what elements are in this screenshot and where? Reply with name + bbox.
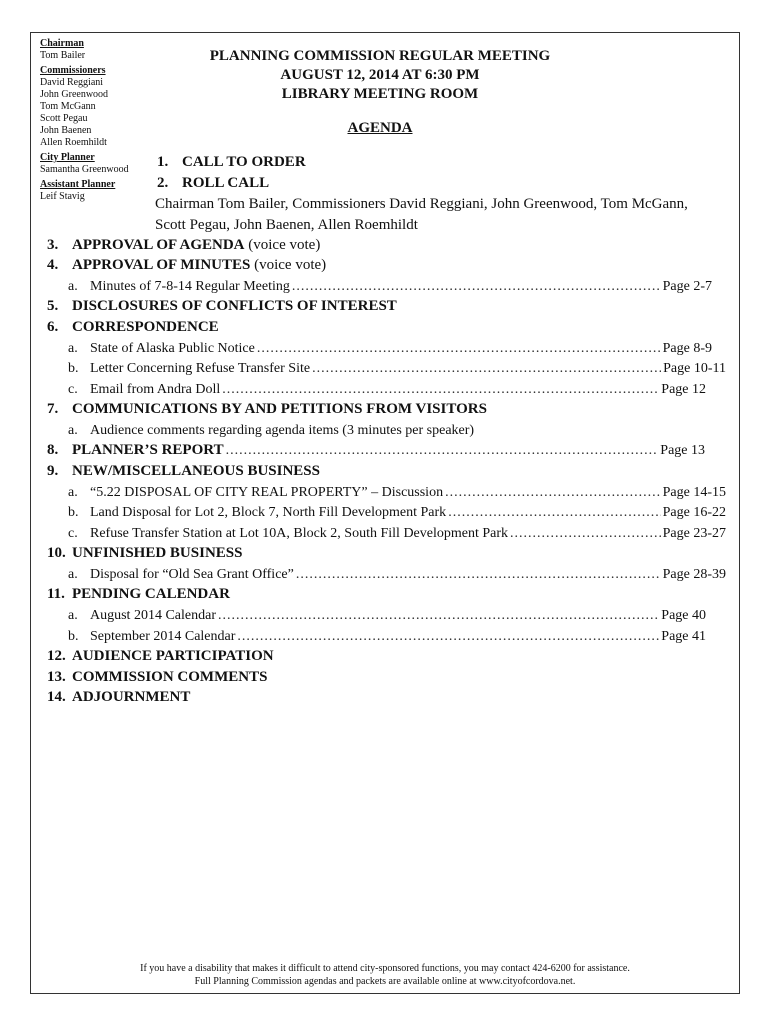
item-number: 12. — [47, 648, 66, 664]
dot-leader — [222, 380, 659, 399]
subitem-text: Refuse Transfer Station at Lot 10A, Block 2, South Fill Development Park — [90, 526, 509, 541]
subitem-old-sea-grant-office — [68, 565, 726, 584]
item-number: 10. — [47, 545, 66, 561]
subitem-letter: a. — [68, 341, 78, 356]
meeting-location: LIBRARY MEETING ROOM — [281, 86, 479, 102]
assistant-planner-group — [40, 179, 160, 203]
item-number: 14. — [47, 689, 66, 705]
page-reference: Page 8-9 — [662, 341, 712, 356]
commissioner-name: Allen Roemhildt — [40, 137, 107, 148]
agenda-item-commission-comments — [47, 668, 267, 687]
item-number: 3. — [47, 237, 59, 253]
chairman-heading: Chairman — [40, 38, 84, 49]
agenda-item-approval-of-agenda — [47, 236, 320, 255]
item-title: UNFINISHED BUSINESS — [72, 545, 243, 561]
subitem-letter: b. — [68, 505, 79, 520]
assistant-planner-heading: Assistant Planner — [40, 179, 116, 190]
item-title: DISCLOSURES OF CONFLICTS OF INTEREST — [72, 298, 397, 314]
chairman-group — [40, 38, 160, 62]
item-number: 11. — [47, 586, 65, 602]
item-title: APPROVAL OF MINUTES — [72, 257, 251, 273]
subitem-land-disposal-lot-2 — [68, 503, 726, 522]
subitem-text: August 2014 Calendar — [90, 608, 216, 623]
commissioner-name: Tom McGann — [40, 101, 96, 112]
page-reference: Page 10-11 — [663, 361, 726, 376]
dot-leader — [226, 441, 659, 460]
item-title: CORRESPONDENCE — [72, 319, 219, 335]
dot-leader — [312, 359, 661, 378]
item-number: 6. — [47, 319, 59, 335]
subitem-disposal-discussion — [68, 483, 726, 502]
subitem-text: “5.22 DISPOSAL OF CITY REAL PROPERTY” – Discussion — [90, 485, 444, 500]
dot-leader — [510, 524, 661, 543]
dot-leader — [445, 483, 661, 502]
subitem-letter: c. — [68, 382, 78, 397]
agenda-item-new-business — [47, 462, 320, 481]
item-note: (voice vote) — [244, 237, 321, 253]
item-number: 13. — [47, 669, 66, 685]
dot-leader — [448, 503, 660, 522]
assistant-planner-name: Leif Stavig — [40, 191, 85, 202]
roll-call-detail-line-2: Scott Pegau, John Baenen, Allen Roemhildt — [155, 217, 418, 233]
page-footer — [30, 962, 740, 988]
page-reference: Page 2-7 — [662, 279, 712, 294]
subitem-september-calendar — [68, 627, 706, 646]
subitem-letter: c. — [68, 526, 78, 541]
subitem-letter: b. — [68, 361, 79, 376]
commissioners-heading: Commissioners — [40, 65, 106, 76]
subitem-email — [68, 380, 706, 399]
commissioner-name: John Greenwood — [40, 89, 109, 100]
agenda-item-roll-call — [157, 174, 269, 193]
item-title: AUDIENCE PARTICIPATION — [72, 648, 274, 664]
commissioner-name: John Baenen — [40, 125, 92, 136]
subitem-audience-comments — [68, 421, 474, 440]
dot-leader — [257, 339, 661, 358]
city-planner-name: Samantha Greenwood — [40, 164, 129, 175]
subitem-text: Letter Concerning Refuse Transfer Site — [90, 361, 311, 376]
item-number: 1. — [157, 154, 169, 170]
subitem-august-calendar — [68, 606, 706, 625]
commissioner-name: David Reggiani — [40, 77, 104, 88]
page-reference: Page 23-27 — [662, 526, 726, 541]
subitem-text: Email from Andra Doll — [90, 382, 221, 397]
agenda-item-disclosures — [47, 297, 397, 316]
page-reference: Page 41 — [661, 629, 706, 644]
subitem-text: State of Alaska Public Notice — [90, 341, 255, 356]
subitem-letter: b. — [68, 629, 79, 644]
item-title: ADJOURNMENT — [72, 689, 191, 705]
agenda-item-communications — [47, 400, 487, 419]
item-title: PENDING CALENDAR — [72, 586, 230, 602]
item-number: 2. — [157, 175, 169, 191]
commissioner-name: Scott Pegau — [40, 113, 88, 124]
agenda-item-call-to-order — [157, 153, 306, 172]
agenda-item-correspondence — [47, 318, 219, 337]
city-planner-heading: City Planner — [40, 152, 95, 163]
item-number: 8. — [47, 442, 59, 458]
subitem-text: Minutes of 7-8-14 Regular Meeting — [90, 279, 290, 294]
subitem-public-notice — [68, 339, 712, 358]
subitem-letter: a. — [68, 567, 78, 582]
dot-leader — [218, 606, 659, 625]
agenda-title: AGENDA — [347, 120, 413, 136]
meeting-header — [150, 47, 610, 104]
item-title: APPROVAL OF AGENDA — [72, 237, 245, 253]
subitem-text: Audience comments regarding agenda items (3 minutes per speaker) — [90, 423, 475, 438]
dot-leader — [237, 627, 659, 646]
page-reference: Page 16-22 — [662, 505, 726, 520]
item-title: CALL TO ORDER — [182, 154, 306, 170]
agenda-item-unfinished-business — [47, 544, 242, 563]
city-planner-group — [40, 152, 160, 176]
accessibility-notice: If you have a disability that makes it difficult to attend city-sponsored functions, you may contact 424-6200 for assistance. — [140, 963, 630, 974]
roll-call-detail-line-1: Chairman Tom Bailer, Commissioners David Reggiani, John Greenwood, Tom McGann, — [155, 196, 688, 212]
subitem-letter: a. — [68, 608, 78, 623]
agenda-item-pending-calendar — [47, 585, 230, 604]
agenda-item-approval-of-minutes — [47, 256, 326, 275]
page-reference: Page 28-39 — [662, 567, 726, 582]
agenda-item-audience-participation — [47, 647, 274, 666]
subitem-letter: a. — [68, 279, 78, 294]
page-reference: Page 12 — [661, 382, 706, 397]
subitem-letter: a. — [68, 485, 78, 500]
subitem-minutes — [68, 277, 712, 296]
subitem-text: Land Disposal for Lot 2, Block 7, North Fill Development Park — [90, 505, 447, 520]
meeting-date: AUGUST 12, 2014 AT 6:30 PM — [280, 67, 480, 83]
page-reference: Page 13 — [660, 443, 705, 458]
item-number: 7. — [47, 401, 59, 417]
dot-leader — [292, 277, 661, 296]
subitem-refuse-transfer-station — [68, 524, 726, 543]
item-title: ROLL CALL — [182, 175, 270, 191]
page-reference: Page 14-15 — [662, 485, 726, 500]
item-note: (voice vote) — [250, 257, 327, 273]
item-title: NEW/MISCELLANEOUS BUSINESS — [72, 463, 320, 479]
item-number: 4. — [47, 257, 59, 273]
meeting-title: PLANNING COMMISSION REGULAR MEETING — [209, 48, 551, 64]
roster-sidebar — [40, 38, 160, 206]
commissioners-group — [40, 65, 160, 149]
online-availability-notice: Full Planning Commission agendas and packets are available online at www.cityofcordova.net. — [194, 976, 576, 987]
item-title: COMMUNICATIONS BY AND PETITIONS FROM VISITORS — [72, 401, 487, 417]
item-number: 5. — [47, 298, 59, 314]
item-number: 9. — [47, 463, 59, 479]
item-title: PLANNER’S REPORT — [72, 442, 224, 458]
agenda-item-planners-report — [47, 441, 705, 460]
chairman-name: Tom Bailer — [40, 50, 86, 61]
subitem-refuse-letter — [68, 359, 726, 378]
agenda-item-adjournment — [47, 688, 190, 707]
item-title: COMMISSION COMMENTS — [72, 669, 268, 685]
subitem-letter: a. — [68, 423, 78, 438]
dot-leader — [296, 565, 661, 584]
page-reference: Page 40 — [661, 608, 706, 623]
subitem-text: Disposal for “Old Sea Grant Office” — [90, 567, 294, 582]
subitem-text: September 2014 Calendar — [90, 629, 236, 644]
